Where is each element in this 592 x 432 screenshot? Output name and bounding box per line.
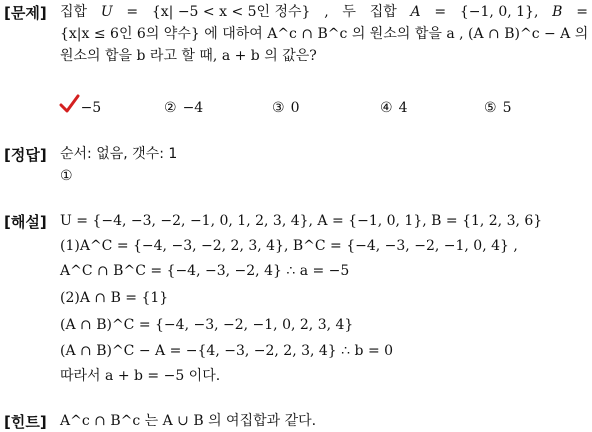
problem-line-3: 원소의 합을 b 라고 할 때, a + b 의 값은? — [60, 48, 317, 64]
choice-number: ⑤ — [484, 100, 497, 116]
problem-label: [문제] — [4, 4, 47, 22]
solution-line-2: (1)A^C = {−4, −3, −2, 2, 3, 4}, B^C = {−4, −3, −2, −1, 0, 4} , — [60, 238, 518, 254]
problem-equals: = — [576, 4, 588, 20]
answer-info: 순서: 없음, 갯수: 1 — [60, 146, 178, 162]
choice-number: ③ — [272, 100, 285, 116]
choice-1[interactable] — [62, 99, 101, 117]
choice-3[interactable] — [272, 99, 299, 117]
choice-number: ④ — [380, 100, 393, 116]
choice-number: ② — [164, 100, 177, 116]
problem-set-a: {−1, 0, 1}, — [459, 4, 539, 20]
problem-equals: = — [126, 4, 139, 20]
problem-line-2: {x|x ≤ 6인 6의 약수} 에 대하여 A^c ∩ B^c 의 원소의 합을 a , (A ∩ B)^c − A 의 — [60, 26, 589, 42]
answer-label: [정답] — [4, 146, 47, 164]
problem-var-b: B — [552, 4, 563, 20]
problem-word: 두 — [342, 4, 356, 20]
choice-value: 0 — [290, 100, 300, 116]
hint-text: A^c ∩ B^c 는 A ∪ B 의 여집합과 같다. — [60, 413, 317, 429]
hint-label: [힌트] — [4, 413, 47, 431]
problem-comma: , — [324, 4, 329, 20]
choice-4[interactable] — [380, 99, 407, 117]
choice-value: −4 — [182, 100, 204, 116]
solution-line-7: 따라서 a + b = −5 이다. — [60, 368, 221, 384]
choice-5[interactable] — [484, 99, 511, 117]
problem-var-u: U — [100, 4, 113, 20]
problem-word: 집합 — [60, 4, 88, 20]
problem-equals: = — [434, 4, 447, 20]
solution-line-5: (A ∩ B)^C = {−4, −3, −2, −1, 0, 2, 3, 4} — [60, 317, 354, 333]
solution-line-6: (A ∩ B)^C − A = −{4, −3, −2, 2, 3, 4} ∴ b = 0 — [60, 343, 394, 359]
problem-line-1 — [60, 3, 588, 21]
solution-line-4: (2)A ∩ B = {1} — [60, 290, 169, 306]
problem-word: 집합 — [369, 4, 397, 20]
problem-set-u: {x| −5 < x < 5인 정수} — [151, 4, 311, 20]
problem-var-a: A — [410, 4, 421, 20]
solution-line-3: A^C ∩ B^C = {−4, −3, −2, 4} ∴ a = −5 — [60, 263, 350, 279]
choice-2[interactable] — [164, 99, 203, 117]
solution-line-1: U = {−4, −3, −2, −1, 0, 1, 2, 3, 4}, A = {−1, 0, 1}, B = {1, 2, 3, 6} — [60, 213, 543, 229]
choice-value: 5 — [502, 100, 512, 116]
choice-value: −5 — [80, 100, 102, 116]
answer-value: ① — [60, 168, 73, 184]
solution-label: [해설] — [4, 213, 47, 231]
choice-value: 4 — [398, 100, 408, 116]
